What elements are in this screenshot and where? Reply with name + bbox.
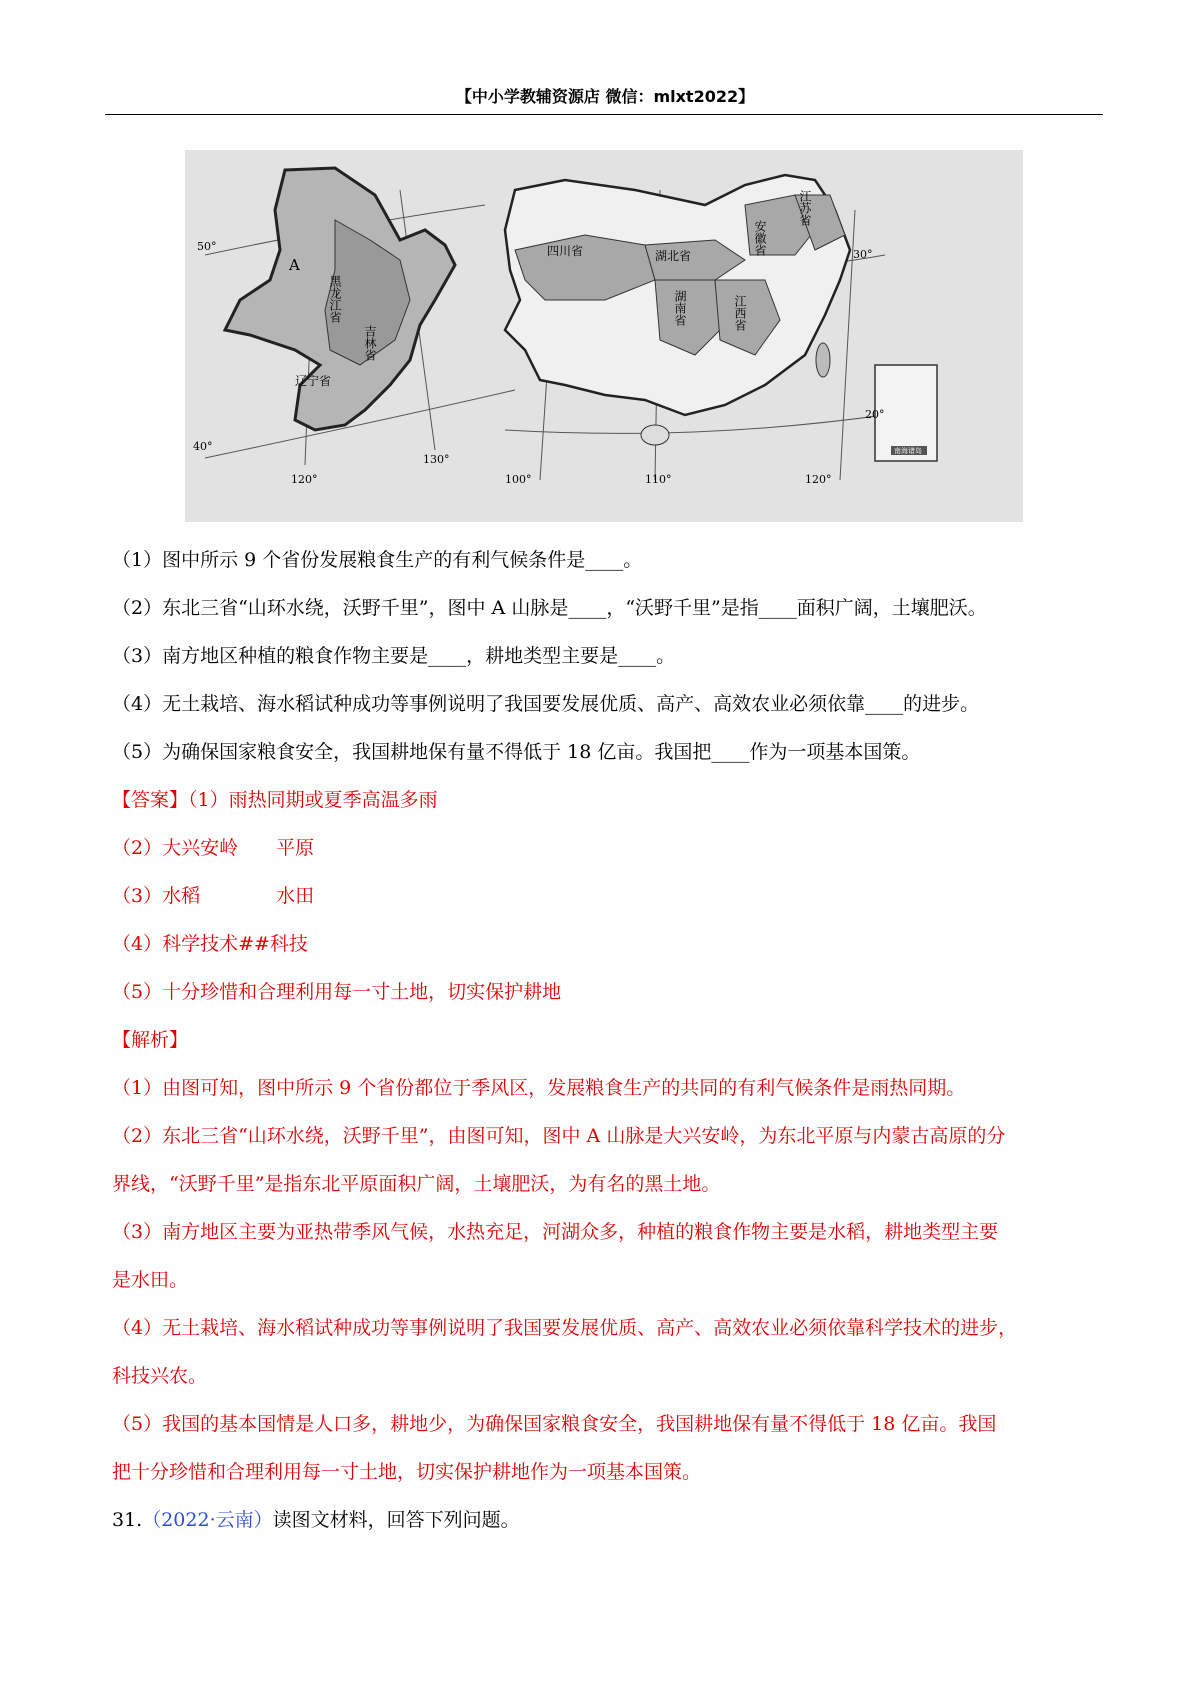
analysis-line: （3）南方地区主要为亚热带季风气候，水热充足，河湖众多，种植的粮食作物主要是水稻，耕地类型主要 xyxy=(112,1221,999,1243)
analysis-line: 把十分珍惜和合理利用每一寸土地，切实保护耕地作为一项基本国策。 xyxy=(112,1461,702,1483)
lon-label: 110° xyxy=(645,473,672,486)
lat-label: 20° xyxy=(865,408,885,421)
question-31: 31.（2022·云南）读图文材料，回答下列问题。 xyxy=(112,1509,520,1531)
question-1: （1）图中所示 9 个省份发展粮食生产的有利气候条件是____。 xyxy=(112,549,643,571)
analysis-line: 科技兴农。 xyxy=(112,1365,208,1387)
province-label: 安徽省 xyxy=(753,220,767,256)
province-label: 湖北省 xyxy=(655,249,692,263)
lon-label: 120° xyxy=(291,473,318,486)
province-label: 江西省 xyxy=(733,295,747,331)
analysis-line: （1）由图可知，图中所示 9 个省份都位于季风区，发展粮食生产的共同的有利气候条件是雨热同期。 xyxy=(112,1077,966,1099)
province-label: 黑龙江省 xyxy=(328,275,342,323)
lat-label: 40° xyxy=(193,440,213,453)
province-label: 江苏省 xyxy=(798,190,812,226)
answer-line-1: 【答案】（1）雨热同期或夏季高温多雨 xyxy=(112,789,438,811)
analysis-line: 是水田。 xyxy=(112,1269,189,1291)
answer-line-3: （3）水稻 水田 xyxy=(112,885,315,907)
lon-label: 100° xyxy=(505,473,532,486)
lon-label: 120° xyxy=(805,473,832,486)
question-3: （3）南方地区种植的粮食作物主要是____，耕地类型主要是____。 xyxy=(112,645,676,667)
answer-label: 【答案】 xyxy=(112,789,189,811)
analysis-line: 界线，“沃野千里”是指东北平原面积广阔，土壤肥沃，为有名的黑土地。 xyxy=(112,1173,721,1195)
answer-line-2: （2）大兴安岭 平原 xyxy=(112,837,315,859)
analysis-line: （2）东北三省“山环水绕，沃野千里”，由图可知，图中 A 山脉是大兴安岭，为东北平原与内蒙古高原的分 xyxy=(112,1125,1006,1147)
answer-line-4: （4）科学技术##科技 xyxy=(112,933,308,955)
province-label: 吉林省 xyxy=(363,325,377,361)
lat-label: 50° xyxy=(197,240,217,253)
question-2: （2）东北三省“山环水绕，沃野千里”，图中 A 山脉是____，“沃野千里”是指____面积广阔，土壤肥沃。 xyxy=(112,597,987,619)
china-grain-provinces-map xyxy=(185,150,1023,522)
province-label: 辽宁省 xyxy=(295,374,332,388)
page-header: 【中小学教辅资源店 微信：mlxt2022】 xyxy=(455,87,755,106)
question-source: （2022·云南） xyxy=(142,1509,273,1531)
question-number: 31. xyxy=(112,1509,143,1531)
analysis-label: 【解析】 xyxy=(112,1029,189,1051)
analysis-line: （5）我国的基本国情是人口多，耕地少，为确保国家粮食安全，我国耕地保有量不得低于 18 亿亩。我国 xyxy=(112,1413,997,1435)
lon-label: 130° xyxy=(423,453,450,466)
mountain-a-label: A xyxy=(289,256,300,274)
header-divider xyxy=(105,114,1103,115)
question-4: （4）无土栽培、海水稻试种成功等事例说明了我国要发展优质、高产、高效农业必须依靠____的进步。 xyxy=(112,693,980,715)
inset-label: 南海诸岛 xyxy=(894,447,922,455)
province-label: 四川省 xyxy=(547,244,584,258)
analysis-line: （4）无土栽培、海水稻试种成功等事例说明了我国要发展优质、高产、高效农业必须依靠科学技术的进步， xyxy=(112,1317,1018,1339)
province-label: 湖南省 xyxy=(673,290,687,326)
answer-line-5: （5）十分珍惜和合理利用每一寸土地，切实保护耕地 xyxy=(112,981,562,1003)
lat-label: 30° xyxy=(853,248,873,261)
question-5: （5）为确保国家粮食安全，我国耕地保有量不得低于 18 亿亩。我国把____作为一项基本国策。 xyxy=(112,741,921,763)
